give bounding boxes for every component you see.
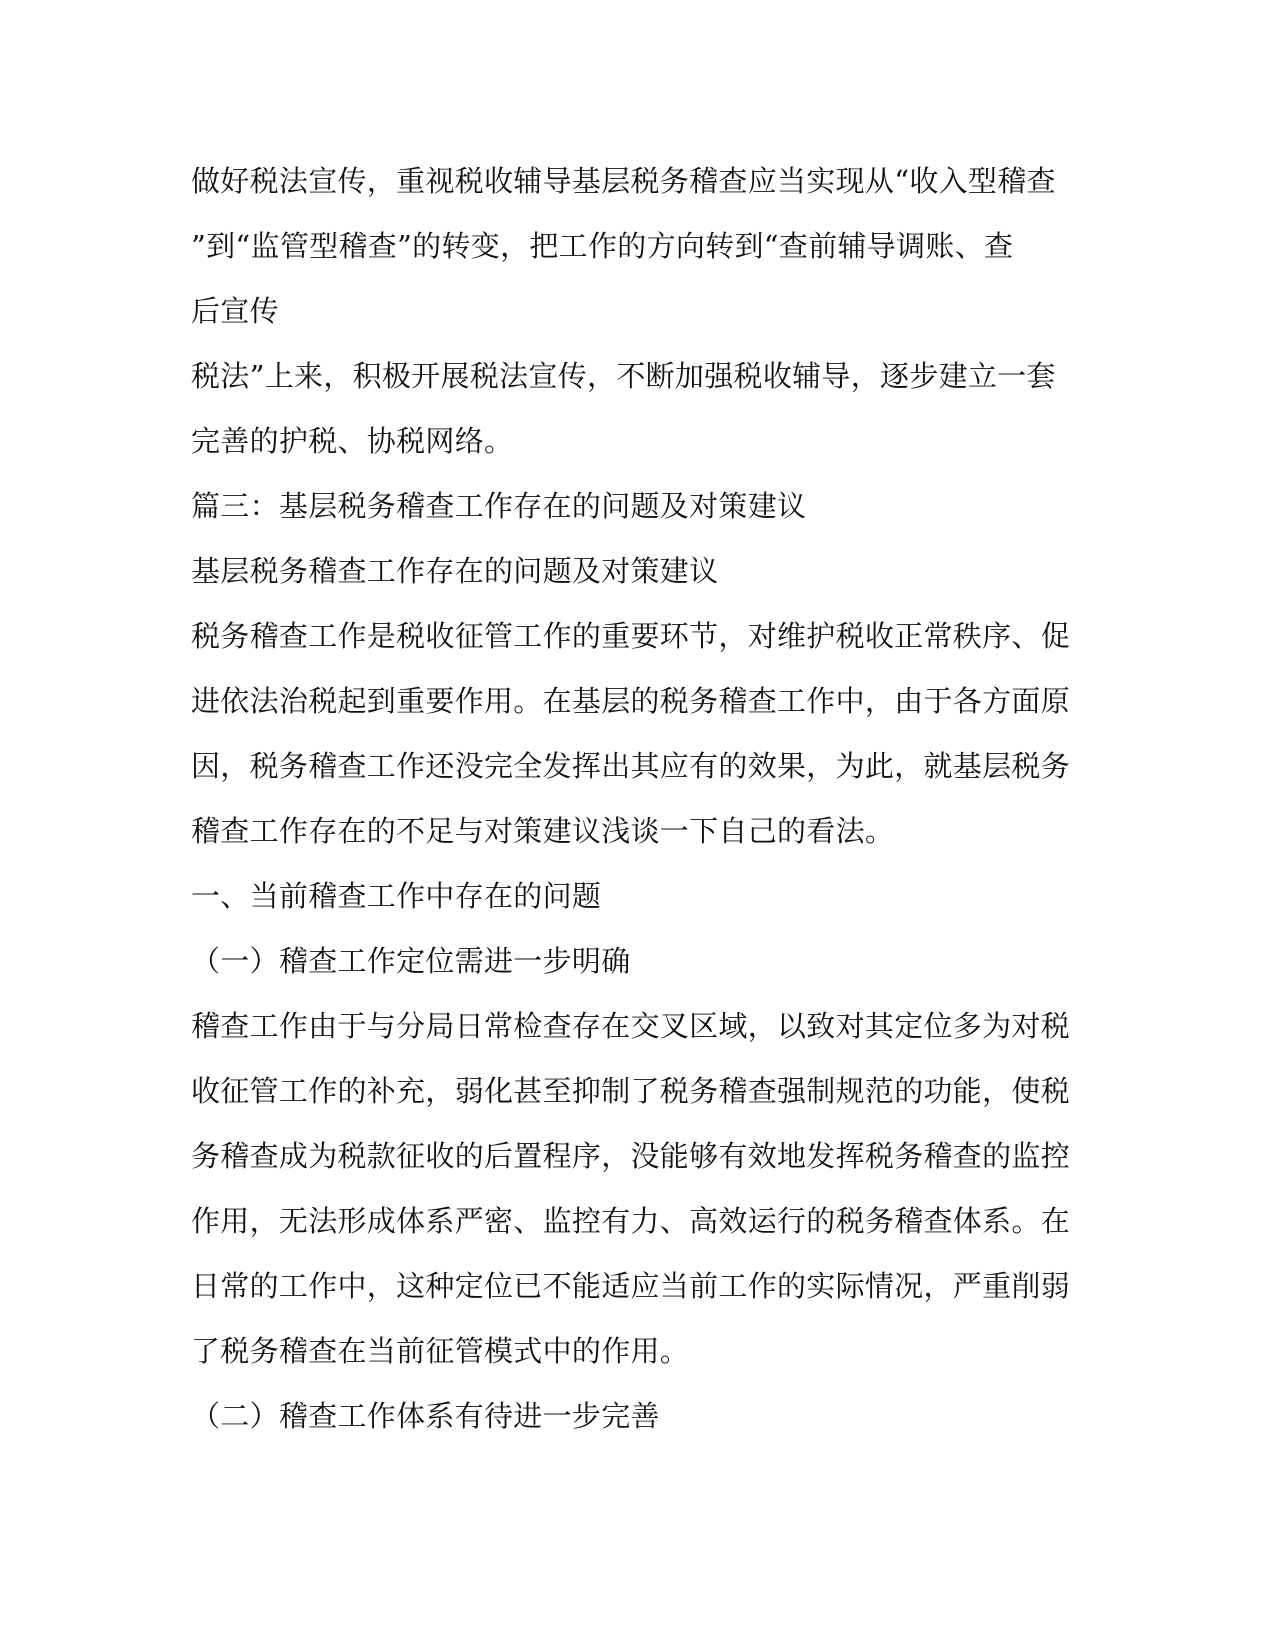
heading-level-2: （二）稽查工作体系有待进一步完善: [191, 1399, 660, 1433]
body-text-line: 稽查工作存在的不足与对策建议浅谈一下自己的看法。: [191, 814, 895, 848]
body-text-line: 因，税务稽查工作还没完全发挥出其应有的效果，为此，就基层税务: [191, 749, 1071, 783]
section-title: 篇三：基层税务稽查工作存在的问题及对策建议: [191, 489, 807, 523]
body-text-line: 稽查工作由于与分局日常检查存在交叉区域，以致对其定位多为对税: [191, 1009, 1071, 1043]
body-text-line: 进依法治税起到重要作用。在基层的税务稽查工作中，由于各方面原: [191, 684, 1071, 718]
body-text-line: 完善的护税、协税网络。: [191, 424, 514, 458]
heading-level-2: （一）稽查工作定位需进一步明确: [191, 944, 631, 978]
body-text-line: 后宣传: [191, 294, 279, 328]
body-text-line: 作用，无法形成体系严密、监控有力、高效运行的税务稽查体系。在: [191, 1204, 1071, 1238]
article-title: 基层税务稽查工作存在的问题及对策建议: [191, 554, 719, 588]
body-text-line: ”到“监管型稽查”的转变，把工作的方向转到“查前辅导调账、查: [191, 229, 1014, 263]
body-text-line: 税法”上来，积极开展税法宣传，不断加强税收辅导，逐步建立一套: [191, 359, 1056, 393]
heading-level-1: 一、当前稽查工作中存在的问题: [191, 879, 602, 913]
body-text-line: 收征管工作的补充，弱化甚至抑制了税务稽查强制规范的功能，使税: [191, 1074, 1071, 1108]
body-text-line: 做好税法宣传，重视税收辅导基层税务稽查应当实现从“收入型稽查: [191, 164, 1056, 198]
body-text-line: 税务稽查工作是税收征管工作的重要环节，对维护税收正常秩序、促: [191, 619, 1071, 653]
document-body: [191, 158, 1071, 1458]
body-text-line: 日常的工作中，这种定位已不能适应当前工作的实际情况，严重削弱: [191, 1269, 1071, 1303]
body-text-line: 务稽查成为税款征收的后置程序，没能够有效地发挥税务稽查的监控: [191, 1139, 1071, 1173]
body-text-line: 了税务稽查在当前征管模式中的作用。: [191, 1334, 690, 1368]
